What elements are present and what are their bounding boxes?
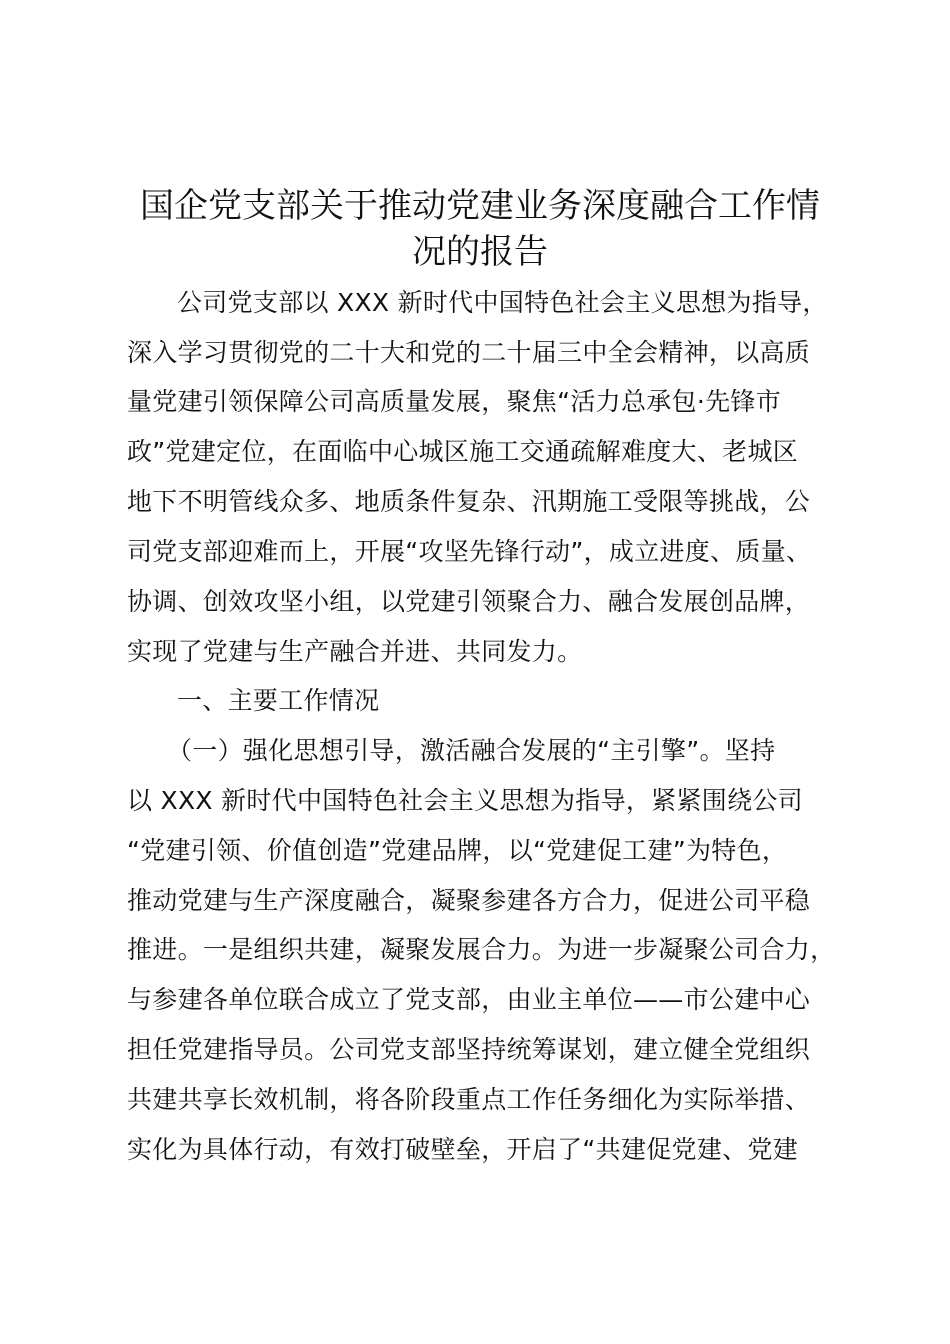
- document-title-line-2: 况的报告: [412, 232, 548, 272]
- document-title-line-1: 国企党支部关于推动党建业务深度融合工作情: [140, 186, 820, 226]
- paragraph-line: 政”党建定位，在面临中心城区施工交通疏解难度大、老城区: [127, 437, 799, 466]
- section-heading: 一、主要工作情况: [177, 686, 380, 715]
- paragraph-line: 量党建引领保障公司高质量发展，聚焦“活力总承包·先锋市: [127, 387, 782, 416]
- paragraph-line: 以 XXX 新时代中国特色社会主义思想为指导，紧紧围绕公司: [127, 786, 803, 815]
- paragraph-line: 协调、创效攻坚小组，以党建引领聚合力、融合发展创品牌，: [127, 587, 811, 616]
- paragraph-line: 地下不明管线众多、地质条件复杂、汛期施工受限等挑战，公: [127, 487, 811, 516]
- paragraph-line: 推进。一是组织共建，凝聚发展合力。为进一步凝聚公司合力，: [127, 935, 836, 964]
- paragraph-line: 实化为具体行动，有效打破壁垒，开启了“共建促党建、党建: [127, 1135, 799, 1164]
- paragraph-line: 与参建各单位联合成立了党支部，由业主单位——市公建中心: [127, 985, 811, 1014]
- paragraph-line: 深入学习贯彻党的二十大和党的二十届三中全会精神，以高质: [127, 338, 811, 367]
- paragraph-line: 共建共享长效机制，将各阶段重点工作任务细化为实际举措、: [127, 1085, 811, 1114]
- paragraph-line: 推动党建与生产深度融合，凝聚参建各方合力，促进公司平稳: [127, 886, 811, 915]
- paragraph-line: 实现了党建与生产融合并进、共同发力。: [127, 637, 583, 666]
- paragraph-line: 公司党支部以 XXX 新时代中国特色社会主义思想为指导，: [177, 288, 828, 317]
- subsection-heading-line: （一）强化思想引导，激活融合发展的“主引擎”。坚持: [167, 736, 776, 765]
- paragraph-line: “党建引领、价值创造”党建品牌，以“党建促工建”为特色，: [127, 836, 788, 865]
- paragraph-line: 司党支部迎难而上，开展“攻坚先锋行动”，成立进度、质量、: [127, 537, 812, 566]
- paragraph-line: 担任党建指导员。公司党支部坚持统筹谋划，建立健全党组织: [127, 1035, 811, 1064]
